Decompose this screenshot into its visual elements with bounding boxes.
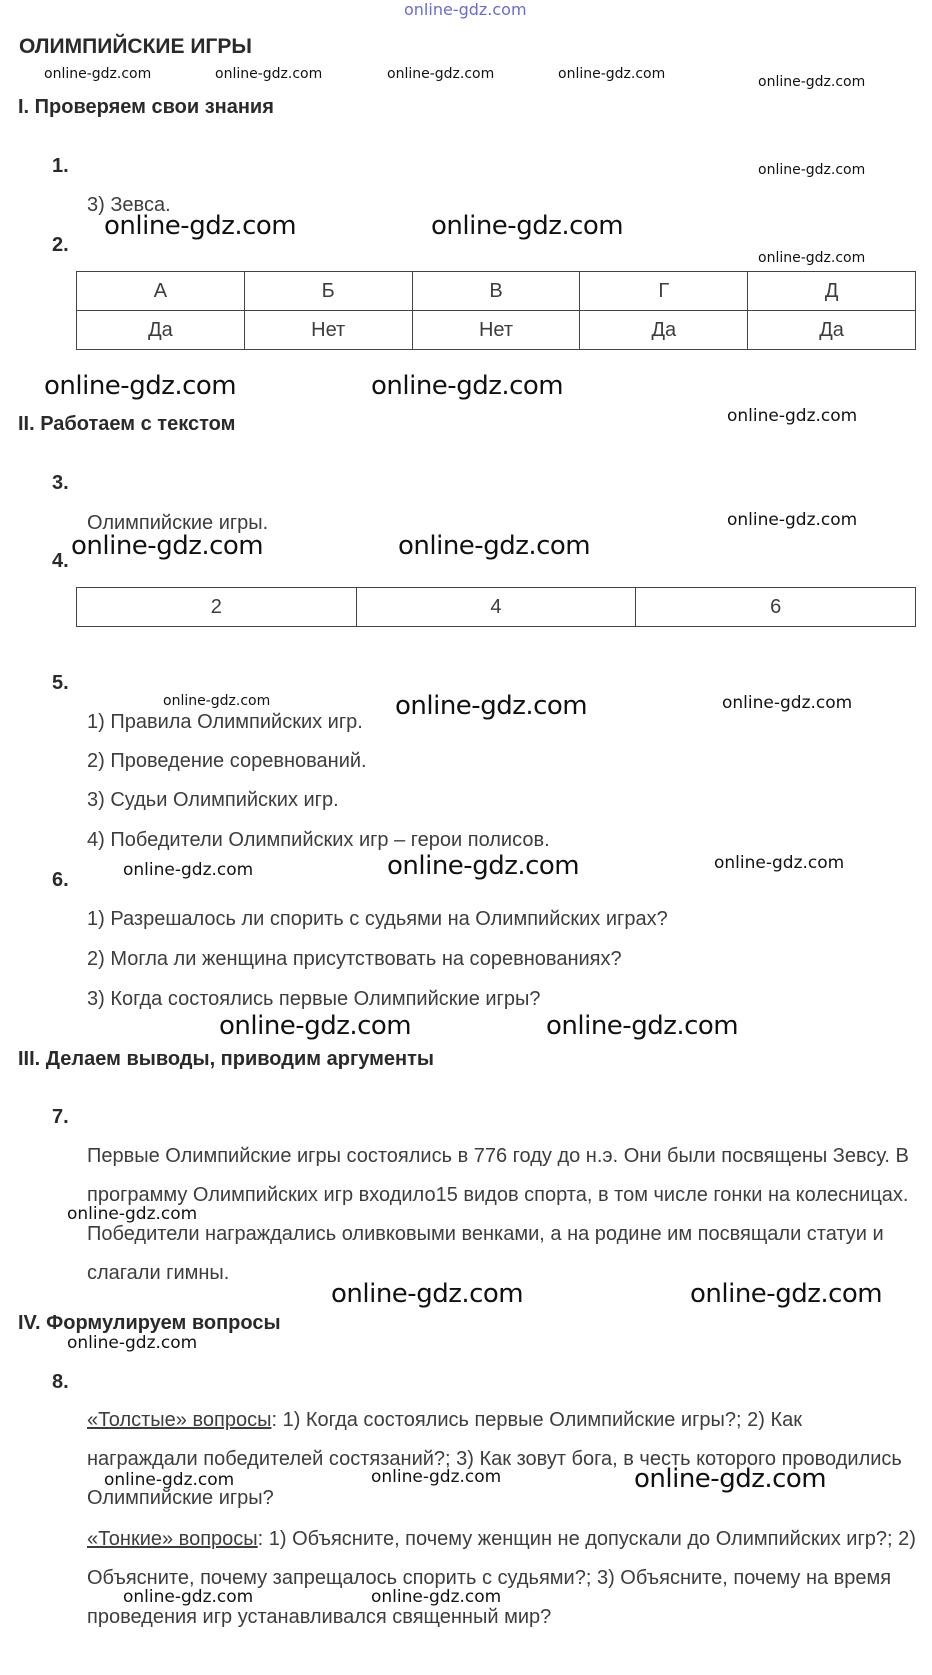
question-number-2: 2.	[52, 234, 69, 256]
page-title: ОЛИМПИЙСКИЕ ИГРЫ	[19, 35, 252, 58]
watermark: online-gdz.com	[331, 1279, 524, 1309]
table-cell: 2	[77, 588, 357, 627]
watermark: online-gdz.com	[398, 531, 591, 561]
table-cell: 6	[636, 588, 916, 627]
question-number-3: 3.	[52, 472, 69, 494]
table-cell: Нет	[244, 311, 412, 350]
watermark: online-gdz.com	[727, 510, 858, 530]
table-cell: А	[77, 272, 245, 311]
watermark: online-gdz.com	[44, 66, 152, 82]
watermark: online-gdz.com	[387, 851, 580, 881]
watermark: online-gdz.com	[722, 693, 853, 713]
table-cell: 4	[356, 588, 636, 627]
watermark: online-gdz.com	[758, 74, 866, 90]
table-cell: Нет	[412, 311, 580, 350]
watermark: online-gdz.com	[123, 860, 254, 880]
question-number-4: 4.	[52, 550, 69, 572]
watermark: online-gdz.com	[714, 853, 845, 873]
question-number-5: 5.	[52, 672, 69, 694]
list-item: 3) Когда состоялись первые Олимпийские игры?	[87, 988, 541, 1010]
answer-3: Олимпийские игры.	[87, 512, 269, 534]
list-item: 4) Победители Олимпийских игр – герои полисов.	[87, 829, 550, 851]
watermark: online-gdz.com	[758, 250, 866, 266]
watermark: online-gdz.com	[546, 1011, 739, 1041]
table-cell: Да	[748, 311, 916, 350]
thin-questions-paragraph	[87, 1520, 917, 1637]
thick-questions-text: : 1) Когда состоялись первые Олимпийские игры?; 2) Как награждали победителей состязаний?; 3) Как зовут бога, в честь которого проводились Олимпийские игры?	[87, 1409, 902, 1509]
answer-7-paragraph: Первые Олимпийские игры состоялись в 776 году до н.э. Они были посвящены Зевсу. В программу Олимпийских игр входило15 видов спорта, в том числе гонки на колесницах. Победители награждались оливковыми венками, а на родине им посвящали статуи и слагали гимны.	[87, 1145, 909, 1284]
section-heading-4: IV. Формулируем вопросы	[18, 1312, 281, 1334]
answer-1: 3) Зевса.	[87, 194, 171, 216]
watermark: online-gdz.com	[123, 1587, 254, 1607]
watermark: online-gdz.com	[634, 1464, 827, 1494]
table-cell: Да	[580, 311, 748, 350]
watermark: online-gdz.com	[104, 1470, 235, 1490]
question-number-7: 7.	[52, 1106, 69, 1128]
question-number-6: 6.	[52, 869, 69, 891]
question-number-8: 8.	[52, 1371, 69, 1393]
watermark: online-gdz.com	[371, 1467, 502, 1487]
watermark: online-gdz.com	[67, 1204, 198, 1224]
watermark: online-gdz.com	[67, 1333, 198, 1353]
watermark: online-gdz.com	[219, 1011, 412, 1041]
list-item: 2) Могла ли женщина присутствовать на соревнованиях?	[87, 948, 622, 970]
thick-questions-label: «Толстые» вопросы	[87, 1409, 272, 1431]
watermark: online-gdz.com	[44, 371, 237, 401]
watermark: online-gdz.com	[727, 406, 858, 426]
thin-questions-label: «Тонкие» вопросы	[87, 1528, 258, 1550]
table-cell: Б	[244, 272, 412, 311]
question-number-1: 1.	[52, 155, 69, 177]
watermark: online-gdz.com	[690, 1279, 883, 1309]
answer-2-table	[76, 271, 916, 350]
watermark: online-gdz.com	[371, 1587, 502, 1607]
list-item: 3) Судьи Олимпийских игр.	[87, 789, 339, 811]
table-cell: В	[412, 272, 580, 311]
table-cell: Д	[748, 272, 916, 311]
list-item: 1) Разрешалось ли спорить с судьями на Олимпийских играх?	[87, 908, 668, 930]
answer-4-table	[76, 587, 916, 627]
watermark: online-gdz.com	[758, 162, 866, 178]
watermark: online-gdz.com	[163, 693, 271, 709]
watermark: online-gdz.com	[558, 66, 666, 82]
watermark: online-gdz.com	[71, 531, 264, 561]
watermark: online-gdz.com	[215, 66, 323, 82]
watermark: online-gdz.com	[395, 691, 588, 721]
section-heading-2: II. Работаем с текстом	[18, 413, 236, 435]
watermark: online-gdz.com	[104, 211, 297, 241]
watermark: online-gdz.com	[431, 211, 624, 241]
table-cell: Г	[580, 272, 748, 311]
thick-questions-paragraph	[87, 1401, 917, 1518]
list-item: 2) Проведение соревнований.	[87, 750, 367, 772]
list-item: 1) Правила Олимпийских игр.	[87, 711, 363, 733]
section-heading-1: I. Проверяем свои знания	[18, 96, 274, 118]
watermark: online-gdz.com	[387, 66, 495, 82]
table-cell: Да	[77, 311, 245, 350]
watermark: online-gdz.com	[371, 371, 564, 401]
section-heading-3: III. Делаем выводы, приводим аргументы	[18, 1048, 435, 1070]
header-watermark: online-gdz.com	[404, 0, 527, 19]
thin-questions-text: : 1) Объясните, почему женщин не допускали до Олимпийских игр?; 2) Объясните, почему запрещалось спорить с судьями?; 3) Объясните, почему на время проведения игр устанавливался священный мир?	[87, 1528, 916, 1628]
